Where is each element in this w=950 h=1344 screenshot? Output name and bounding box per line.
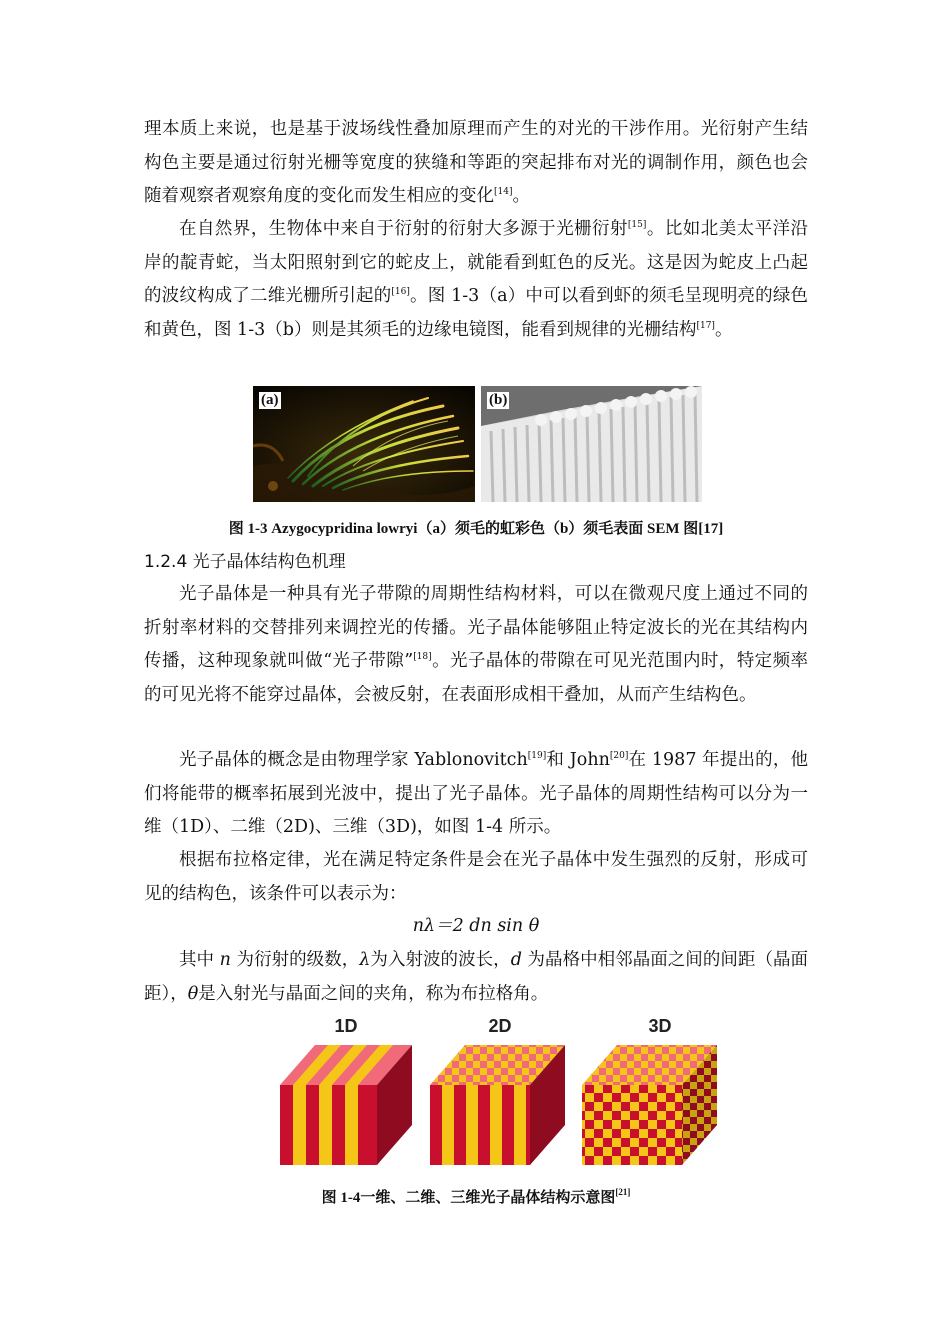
iridescent-setae-photo bbox=[253, 386, 475, 502]
citation: [14] bbox=[494, 187, 513, 197]
bragg-equation: nλ＝2 dn sin θ bbox=[412, 916, 540, 936]
paragraph-text: 。图 1-3（a）中可以看到虾的须毛呈现明亮的绿色和黄色，图 1-3（b）则是其须毛的边缘电镜图，能看到规律的光栅结构 bbox=[144, 286, 809, 340]
sem-setae-photo bbox=[481, 386, 702, 502]
paragraph-text: 在自然界，生物体中来自于衍射的衍射大多源于光栅衍射 bbox=[179, 219, 628, 239]
variable-lambda: λ bbox=[359, 950, 371, 970]
variable-n: n bbox=[219, 950, 231, 970]
paragraph-concept bbox=[144, 744, 808, 845]
paragraph-text: 和 John bbox=[546, 750, 610, 770]
citation: [16] bbox=[391, 287, 410, 297]
caption-text: 图 1-4一维、二维、三维光子晶体结构示意图 bbox=[321, 1190, 616, 1206]
paragraph-text: 理本质上来说，也是基于波场线性叠加原理而产生的对光的干涉作用。光衍射产生结构色主要是通过衍射光栅等宽度的狭缝和等距的突起排布对光的调制作用，颜色也会随着观察者观察角度的变化而发生相应的变化 bbox=[144, 119, 808, 206]
paragraph-text: 。光子晶体的带隙在可见光范围内时，特定频率的可见光将不能穿过晶体，会被反射，在表面形成相干叠加，从而产生结构色。 bbox=[144, 651, 808, 705]
paragraph-text: 光子晶体的概念是由物理学家 Yablonovitch bbox=[179, 750, 528, 770]
figure-image-sem-setae bbox=[481, 386, 702, 502]
paragraph-diffraction bbox=[144, 113, 808, 214]
crystal-1d bbox=[280, 1045, 412, 1165]
variable-theta: θ bbox=[187, 983, 199, 1004]
figure-1-4-caption bbox=[144, 1186, 808, 1207]
figure-label-a: (a) bbox=[261, 392, 279, 408]
paragraph-text: 在 1987 年提出的，他们将能带的概率拓展到光波中，提出了光子晶体。光子晶体的周期性结构可以分为一维（1D）、二维（2D)、三维（3D)，如图 1-4 所示。 bbox=[144, 750, 809, 837]
crystal-3d bbox=[582, 1045, 717, 1165]
paragraph-bragg bbox=[144, 844, 808, 911]
citation: [21] bbox=[615, 1187, 631, 1197]
figure-1-3-caption: 图 1-3 Azygocypridina lowryi（a）须毛的虹彩色（b）须毛表面 SEM 图[17] bbox=[228, 521, 724, 537]
paragraph-text: 其中 bbox=[179, 950, 220, 970]
paragraph-text: 。比如北美太平洋沿岸的靛青蛇，当太阳照射到它的蛇皮上，就能看到虹色的反光。这是因为蛇皮上凸起的波纹构成了二维光栅所引起的 bbox=[144, 219, 809, 306]
citation: [18] bbox=[413, 652, 432, 662]
citation: [15] bbox=[627, 220, 647, 230]
citation: [20] bbox=[609, 751, 629, 761]
paragraph-text: 为入射波的波长， bbox=[370, 950, 511, 970]
variable-d: d bbox=[510, 950, 522, 970]
paragraph-text: 。 bbox=[512, 186, 530, 206]
citation: [19] bbox=[527, 751, 547, 761]
citation: [17] bbox=[696, 320, 715, 331]
paragraph-photonic-crystal bbox=[144, 578, 808, 712]
paragraph-text: 为晶格中相邻晶面之间的间距（晶面距）， bbox=[144, 950, 809, 1004]
paragraph-text: 是入射光与晶面之间的夹角，称为布拉格角。 bbox=[198, 983, 549, 1004]
label-2d: 2D bbox=[488, 1016, 512, 1036]
paragraph-variables bbox=[144, 944, 808, 1011]
section-heading: 1.2.4 光子晶体结构色机理 bbox=[144, 552, 346, 572]
paragraph-nature bbox=[144, 213, 808, 347]
paragraph-text: 根据布拉格定律，光在满足特定条件是会在光子晶体中发生强烈的反射，形成可见的结构色，该条件可以表示为： bbox=[144, 850, 808, 904]
crystal-2d bbox=[430, 1045, 565, 1165]
label-3d: 3D bbox=[648, 1016, 672, 1036]
paragraph-text: 为衍射的级数， bbox=[230, 950, 360, 970]
label-1d: 1D bbox=[334, 1016, 358, 1036]
paragraph-text: 。 bbox=[714, 319, 733, 340]
figure-label-b: (b) bbox=[489, 392, 508, 408]
figure-image-iridescent-setae bbox=[253, 386, 475, 502]
photonic-crystal-diagram bbox=[270, 1012, 730, 1172]
paragraph-text: 光子晶体是一种具有光子带隙的周期性结构材料，可以在微观尺度上通过不同的折射率材料的交替排列来调控光的传播。光子晶体能够阻止特定波长的光在其结构内传播，这种现象就叫做“光子带隙” bbox=[144, 584, 808, 671]
